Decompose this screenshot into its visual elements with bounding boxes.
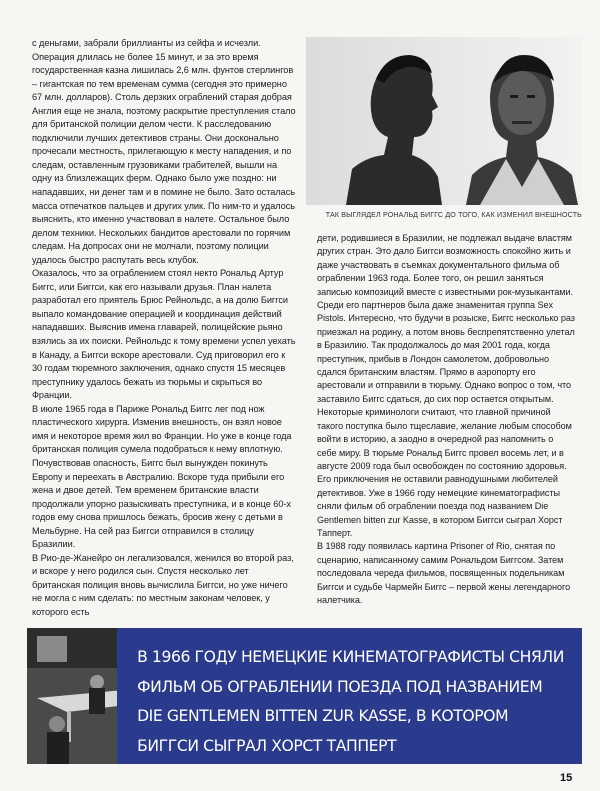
- pull-quote-line: БИГГСИ СЫГРАЛ ХОРСТ ТАППЕРТ: [137, 736, 397, 755]
- film-still-illustration: [27, 628, 117, 764]
- paragraph: дети, родившиеся в Бразилии, не подлежал выдаче властям других стран. Это дало Биггси возможность спокойно жить и даже участвовать в съемках документального фильма об ограблении 1963 года. Более того, он решил заняться записью композиций вместе с известными рок-музыкантами. Среди его партнеров была даже знаменитая группа Sex Pistols. Интересно, что будучи в розыске, Биггс несколько раз приезжал на родину, а потом вновь беспрепятственно улетал в Бразилию. Так продолжалось до мая 2001 года, когда преступник, прибыв в Лондон самолетом, добровольно сдался британским властям. Прямо в аэропорту его арестовали и отправили в тюрьму. Однако вопрос о том, что заставило Биггс сдаться, до сих пор остается открытым. Некоторые криминологи считают, что главной причиной такого поступка было тщеславие, желание любым способом войти в историю, а заодно в очередной раз напомнить о себе миру. В тюрьме Рональд Биггс провел восемь лет, и в августе 2009 года был освобожден по состоянию здоровья.: [317, 233, 575, 471]
- right-text-column: [317, 232, 575, 607]
- paragraph: Его приключения не оставили равнодушными любителей детективов. Уже в 1966 году немецкие кинематографисты сняли фильм об ограблении поезда под названием Die Gentlemen bitten zur Kasse, в котором Биггси сыграл Хорст Тапперт.: [317, 474, 563, 538]
- paragraph: В Рио-де-Жанейро он легализовался, женился во второй раз, и вскоре у него родился сын. Спустя несколько лет британская полиция вновь вычислила Биггси, но уже ничего не могла с ним сделать: по местным законам человек, у которого есть: [32, 552, 294, 617]
- mugshot-photo: [306, 37, 582, 205]
- mugshot-illustration: [306, 37, 582, 205]
- pull-quote-line: ФИЛЬМ ОБ ОГРАБЛЕНИИ ПОЕЗДА ПОД НАЗВАНИЕМ: [137, 677, 543, 696]
- paragraph: В июле 1965 года в Париже Рональд Биггс лег под нож пластического хирурга. Изменив внешность, он взял новое имя и некоторое время жил во Франции. Но уже в конце года британская полиция сумела подобраться к нему вплотную. Почувствовав опасность, Биггс был вынужден покинуть Европу и переехать в Австралию. Вскоре туда прибыли его жена и двое детей. Тем временем британские власти продолжали упорно разыскивать преступника, и в конце 60-х годов ему снова пришлось бежать, бросив жену с детьми в Мельбурне. На сей раз Биггси отправился в столицу Бразилии.: [32, 403, 292, 550]
- photo-caption: ТАК ВЫГЛЯДЕЛ РОНАЛЬД БИГГС ДО ТОГО, КАК ИЗМЕНИЛ ВНЕШНОСТЬ: [325, 211, 582, 219]
- pull-quote: [117, 628, 582, 764]
- pull-quote-line: DIE GENTLEMEN BITTEN ZUR KASSE, В КОТОРОМ: [137, 707, 509, 725]
- film-banner: [27, 628, 582, 764]
- pull-quote-line: В 1966 ГОДУ НЕМЕЦКИЕ КИНЕМАТОГРАФИСТЫ СНЯЛИ: [137, 648, 564, 666]
- paragraph: В 1988 году появилась картина Prisoner of Rio, снятая по сценарию, написанному самим Рональдом Биггсом. Затем последовала череда фильмов, посвященных подельникам Биггси и судьбе Чармейн Биггс – первой жены легендарного налетчика.: [317, 541, 571, 605]
- page-number: 15: [560, 772, 573, 784]
- paragraph: с деньгами, забрали бриллианты из сейфа и исчезли. Операция длилась не более 15 минут, и за это время государственная казна лишилась 2,6 млн. фунтов стерлингов – гигантская по тем временам сумма (сегодня это примерно 67 млн. долларов). Столь дерзких ограблений старая добрая Англия еще не знала, поэтому раскрытие преступления стало для британской полиции делом чести. К расследованию подключили лучших детективов страны. Они досконально прочесали местность, прилегающую к месту нападения, и по следам, оставленным грузовиками грабителей, вышли на одну из близлежащих ферм. Однако было уже поздно: ни нападавших, ни денег там и в помине не было. Зато осталась масса отпечатков пальцев и других улик. По ним-то и удалось выяснить, кто именно участвовал в налете. Остальное было делом техники. Нескольких бандитов арестовали по горячим следам. На допросах они не молчали, поэтому полиции удалось быстро распутать весь клубок.: [32, 38, 296, 265]
- paragraph: Оказалось, что за ограблением стоял некто Рональд Артур Биггс, или Биггси, как его называли друзья. План налета разработал его приятель Брюс Рейнольдс, а на долю Биггси выпало командование операцией и координация действий нападавших. Выяснив имена главарей, полицейские рьяно взялись за их поиски. Рейнольдс к тому времени успел уехать в Канаду, а Биггси вскоре арестовали. Суд приговорил его к 30 годам тюремного заключения, однако спустя 15 месяцев преступнику удалось бежать из тюрьмы и скрыться во Франции.: [32, 268, 296, 401]
- film-still-photo: [27, 628, 117, 764]
- left-text-column: [32, 37, 296, 620]
